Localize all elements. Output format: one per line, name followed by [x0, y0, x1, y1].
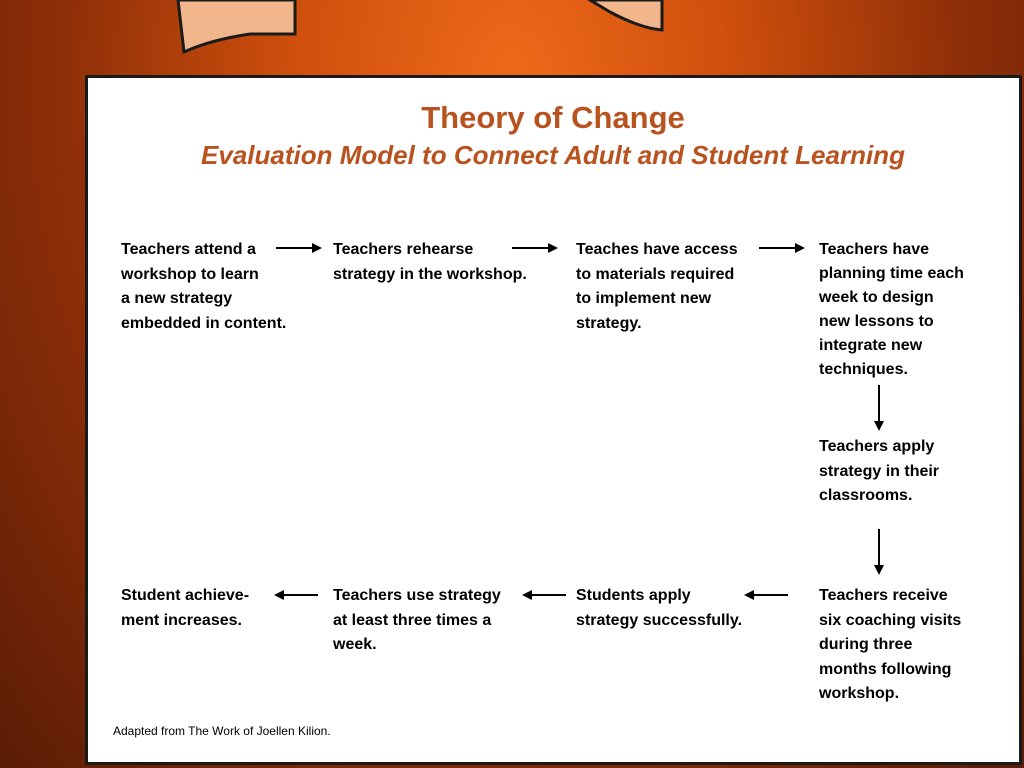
arrow-down-2 [873, 529, 885, 575]
slide-title: Theory of Change [421, 100, 685, 135]
arrow-right-2 [512, 242, 558, 254]
step-attend-workshop: Teachers attend a workshop to learn a new strategy embedded in content. [121, 241, 287, 332]
arrow-down-1 [873, 385, 885, 431]
step-use-strategy: Teachers use strategy at least three times a week. [333, 587, 501, 654]
source-footnote: Adapted from The Work of Joellen Kilion. [113, 724, 331, 738]
arrow-right-3 [759, 242, 805, 254]
step-rehearse-strategy: Teachers rehearse strategy in the workshop. [333, 241, 527, 283]
step-access-materials: Teaches have access to materials required to implement new strategy. [576, 241, 738, 332]
arrow-right-1 [276, 242, 322, 254]
decorative-banner-shape [0, 0, 1024, 80]
step-planning-time: Teachers have planning time each week to design new lessons to integrate new techniques. [819, 241, 964, 378]
arrow-left-1 [744, 589, 788, 601]
arrow-left-3 [274, 589, 318, 601]
step-students-apply: Students apply strategy successfully. [576, 587, 743, 629]
step-achievement-increases: Student achieve- ment increases. [121, 587, 250, 629]
step-apply-in-classrooms: Teachers apply strategy in their classrooms. [819, 438, 940, 505]
step-coaching-visits: Teachers receive six coaching visits during three months following workshop. [819, 587, 962, 703]
slide-subtitle: Evaluation Model to Connect Adult and Student Learning [201, 140, 905, 170]
arrow-left-2 [522, 589, 566, 601]
diagram-panel [85, 75, 1022, 765]
